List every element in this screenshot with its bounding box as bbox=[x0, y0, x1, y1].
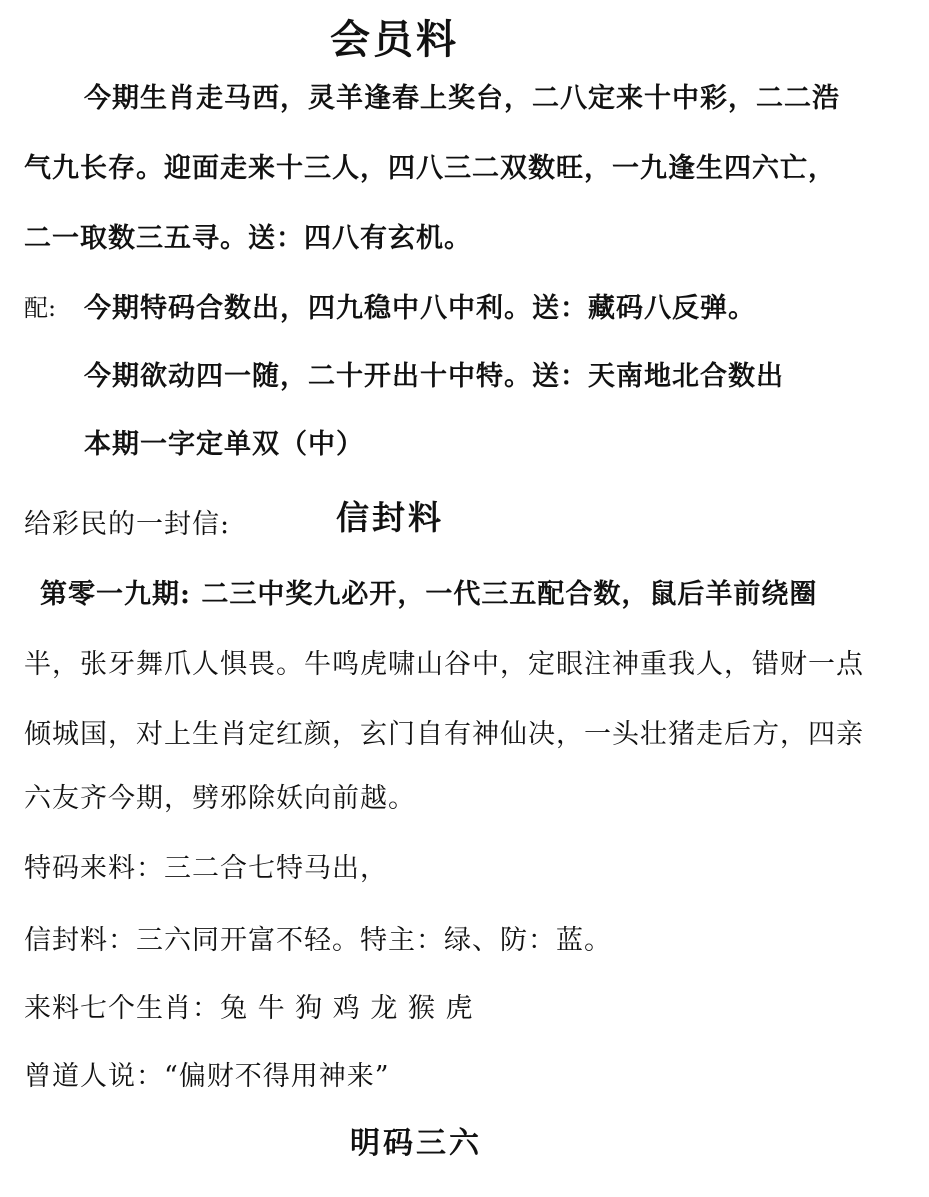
special-code-line: 特码来料：三二合七特马出， bbox=[24, 853, 388, 884]
envelope-line: 信封料：三六同开富不轻。特主：绿、防：蓝。 bbox=[24, 925, 612, 956]
issue-line: 半，张牙舞爪人惧畏。牛鸣虎啸山谷中，定眼注神重我人，错财一点 bbox=[24, 649, 864, 680]
poem-line: 今期生肖走马西，灵羊逢春上奖台，二八定来十中彩，二二浩 bbox=[84, 83, 840, 114]
letter-title: 信封料 bbox=[336, 498, 444, 537]
poem-line: 二一取数三五寻。送：四八有玄机。 bbox=[24, 223, 472, 254]
member-title: 会员料 bbox=[330, 16, 459, 63]
pei-line: 今期特码合数出，四九稳中八中利。送：藏码八反弹。 bbox=[84, 293, 756, 324]
quote-line: 曾道人说：“偏财不得用神来” bbox=[24, 1061, 390, 1092]
issue-line: 倾城国，对上生肖定红颜，玄门自有神仙决，一头壮猪走后方，四亲 bbox=[24, 719, 864, 750]
issue-line: 第零一九期: 二三中奖九必开，一代三五配合数，鼠后羊前绕圈 bbox=[40, 579, 818, 610]
footer-text: 明码三六 bbox=[350, 1126, 482, 1161]
pei-label: 配: bbox=[24, 294, 57, 322]
pei-line: 今期欲动四一随，二十开出十中特。送：天南地北合数出 bbox=[84, 361, 784, 392]
pei-line: 本期一字定单双（中） bbox=[84, 429, 364, 460]
issue-line: 六友齐今期，劈邪除妖向前越。 bbox=[24, 783, 416, 814]
letter-intro: 给彩民的一封信: bbox=[24, 509, 231, 540]
poem-line: 气九长存。迎面走来十三人，四八三二双数旺，一九逢生四六亡， bbox=[24, 153, 836, 184]
zodiac-line: 来料七个生肖：兔 牛 狗 鸡 龙 猴 虎 bbox=[24, 993, 474, 1024]
